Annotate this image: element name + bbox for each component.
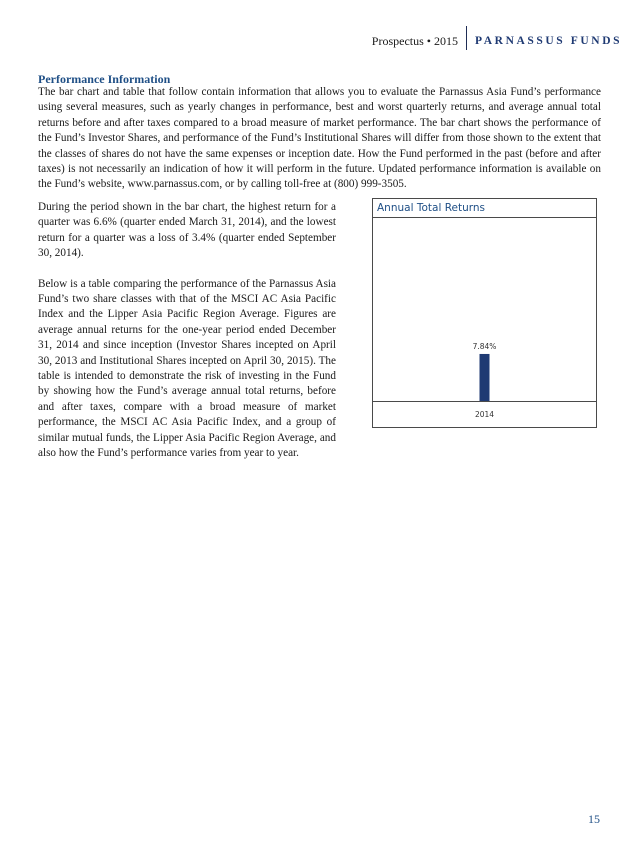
- best-worst-quarter-paragraph: During the period shown in the bar chart, the highest return for a quarter was 6.6% (quarter ended March 31, 2014), and the lowest return for a quarter was a loss of 3.4% (quarter ended September 30, 2014).: [38, 201, 336, 260]
- section-title: Performance Information: [38, 72, 171, 86]
- chart-plot: [373, 199, 596, 427]
- header-brand: PARNASSUS FUNDS: [475, 35, 623, 47]
- intro-paragraph: The bar chart and table that follow contain information that allows you to evaluate the Parnassus Asia Fund’s performance using several measures, such as yearly changes in performance, best and worst quarterly returns, and average annual total returns before and after taxes compared to a broad measure of market performance. The bar chart shows the performance of the Fund’s Investor Shares, and performance of the Fund’s Institutional Shares will differ from those shown to the extent that the classes of shares do not have the same expenses or inception date. How the Fund performed in the past (before and after taxes) is not necessarily an indication of how it will perform in the future. Updated performance information is available on the Fund’s website, www.parnassus.com, or by calling toll-free at (800) 999-3505.: [38, 86, 601, 191]
- bar-2014: [480, 354, 490, 401]
- header-prospectus-label: Prospectus • 2015: [371, 34, 458, 48]
- left-column: [38, 200, 336, 477]
- chart-title: Annual Total Returns: [377, 202, 486, 214]
- table-description-paragraph: Below is a table comparing the performance of the Parnassus Asia Fund’s two share classes with that of the MSCI AC Asia Pacific Index and the Lipper Asia Pacific Region Average. Figures are average annual returns for the one-year period ended December 31, 2014 and since inception (Investor Shares incepted on April 30, 2013 and Institutional Shares incepted on April 30, 2015). The table is intended to demonstrate the risk of investing in the Fund by showing how the Fund’s average annual total returns, before and after taxes, compare with a broad measure of market performance, the MSCI AC Asia Pacific Index, and a group of similar mutual funds, the Lipper Asia Pacific Region Average, and also how the Fund’s performance varies from year to year.: [38, 277, 336, 460]
- annual-returns-chart: [372, 198, 597, 428]
- x-tick-label: 2014: [474, 410, 495, 419]
- bar-data-label: 7.84%: [472, 341, 497, 351]
- page-number: 15: [588, 812, 600, 826]
- header-divider: [466, 26, 467, 50]
